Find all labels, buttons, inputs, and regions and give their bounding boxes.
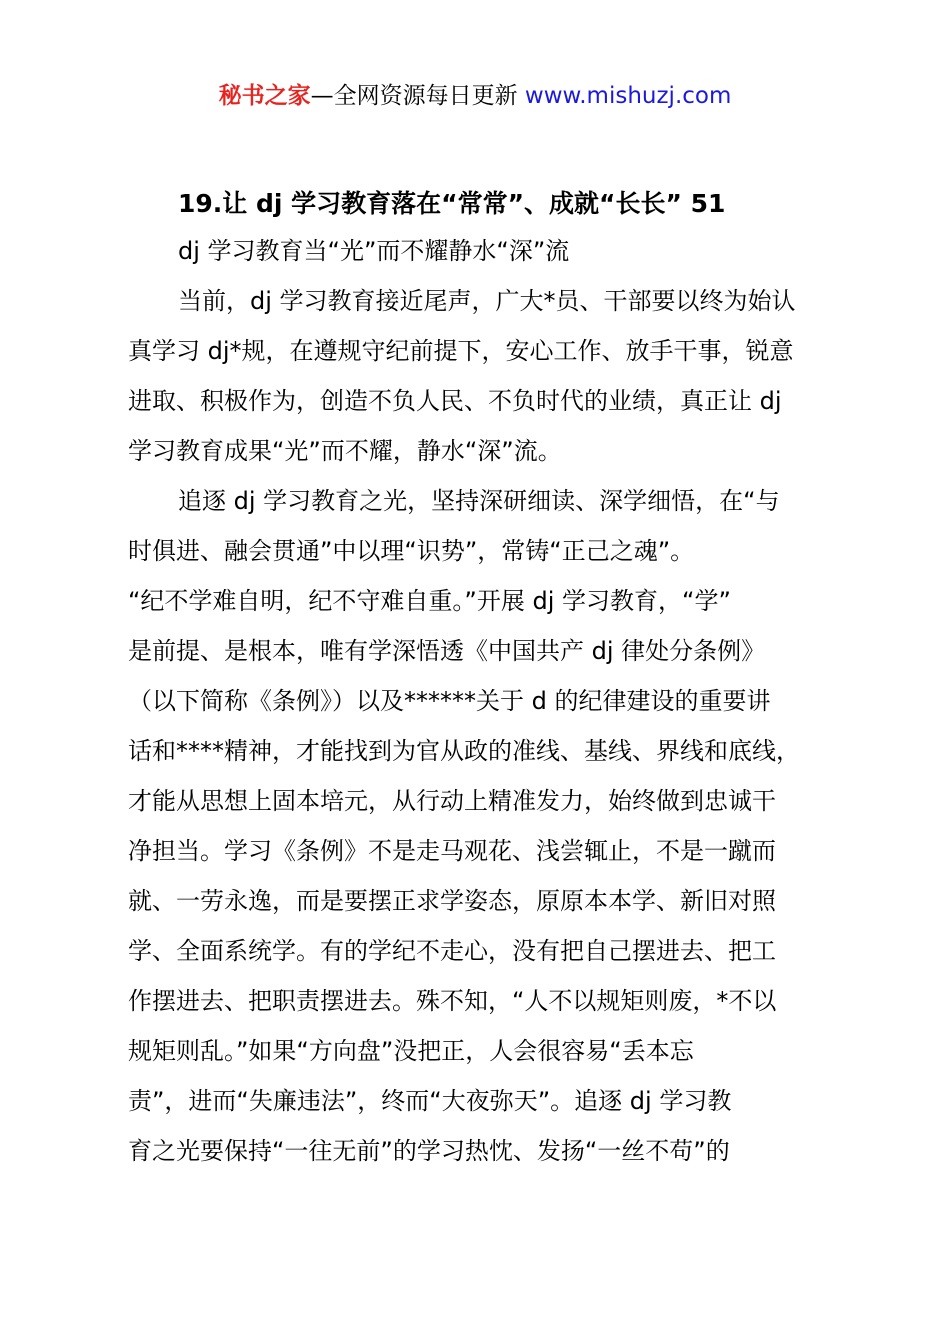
paragraph-line: 话和****精神，才能找到为官从政的准线、基线、界线和底线， <box>128 737 800 765</box>
paragraph-line: 责”，进而“失廉违法”，终而“大夜弥天”。追逐 dj 学习教 <box>128 1087 732 1115</box>
paragraph-line: 时俱进、融会贯通”中以理“识势”，常铸“正己之魂”。 <box>128 537 695 565</box>
paragraph-line: 作摆进去、把职责摆进去。殊不知，“人不以规矩则废，*不以 <box>128 987 777 1015</box>
paragraph-line: 学习教育成果“光”而不耀，静水“深”流。 <box>128 437 562 465</box>
document-title: 19.让 dj 学习教育落在“常常”、成就“长长” 51 <box>178 189 726 218</box>
paragraph-line: 规矩则乱。”如果“方向盘”没把正，人会很容易“丢本忘 <box>128 1037 694 1065</box>
paragraph-line: 是前提、是根本，唯有学深悟透《中国共产 dj 律处分条例》 <box>128 637 766 665</box>
paragraph-line: 净担当。学习《条例》不是走马观花、浅尝辄止，不是一蹴而 <box>128 837 776 865</box>
document-body <box>128 182 840 1176</box>
paragraph-line: （以下简称《条例》）以及******关于 d 的纪律建设的重要讲 <box>128 687 771 715</box>
paragraph-1 <box>128 276 840 476</box>
paragraph-line: 学、全面系统学。有的学纪不走心，没有把自己摆进去、把工 <box>128 937 776 965</box>
paragraph-line: 才能从思想上固本培元，从行动上精准发力，始终做到忠诚干 <box>128 787 776 815</box>
document-subtitle: dj 学习教育当“光”而不耀静水“深”流 <box>178 237 570 265</box>
site-header <box>0 80 950 112</box>
paragraph-line: 育之光要保持“一往无前”的学习热忱、发扬“一丝不苟”的 <box>128 1137 730 1165</box>
paragraph-line: 当前，dj 学习教育接近尾声，广大*员、干部要以终为始认 <box>178 287 796 315</box>
site-tagline: —全网资源每日更新 <box>310 83 525 109</box>
site-brand: 秘书之家 <box>218 83 311 109</box>
paragraph-line: 进取、积极作为，创造不负人民、不负时代的业绩，真正让 dj <box>128 387 782 415</box>
paragraph-line: 就、一劳永逸，而是要摆正求学姿态，原原本本学、新旧对照 <box>128 887 776 915</box>
paragraph-2 <box>128 476 840 1176</box>
site-url-link[interactable]: www.mishuzj.com <box>524 83 732 109</box>
paragraph-line: 追逐 dj 学习教育之光，坚持深研细读、深学细悟，在“与 <box>178 487 780 515</box>
paragraph-line: 真学习 dj*规，在遵规守纪前提下，安心工作、放手干事，锐意 <box>128 337 794 365</box>
paragraph-line: “纪不学难自明，纪不守难自重。”开展 dj 学习教育，“学” <box>128 587 731 615</box>
